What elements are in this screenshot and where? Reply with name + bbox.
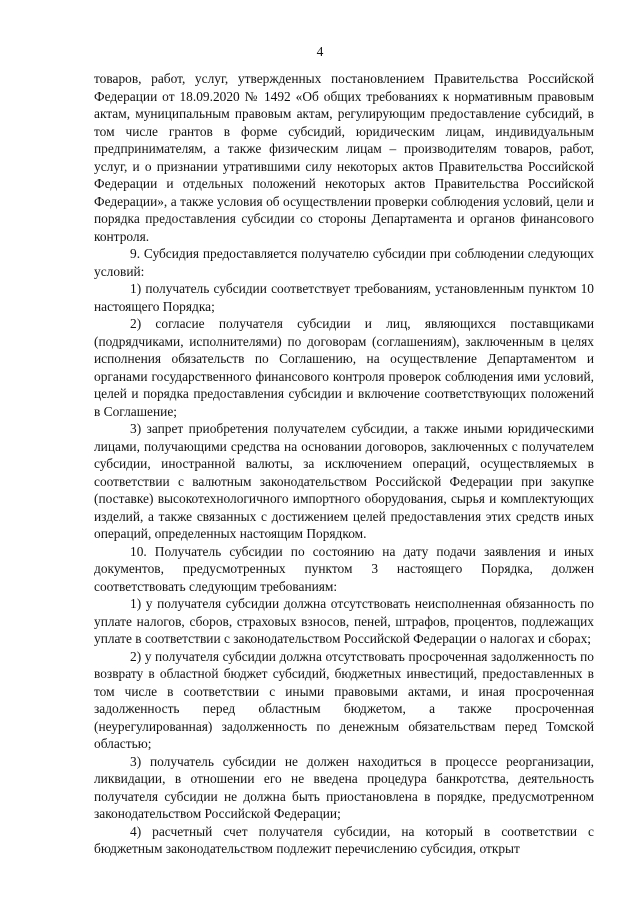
paragraph-item-10-4: 4) расчетный счет получателя субсидии, на который в соответствии с бюджетным законодательством подлежит перечислению субсидия, открыт [94, 823, 594, 856]
paragraph-item-10-3: 3) получатель субсидии не должен находиться в процессе реорганизации, ликвидации, в отношении его не введена процедура банкротства, деятельность получателя субсидии не должна быть приостановлена в порядке, предусмотренном законодательством Российской Федерации; [94, 753, 594, 821]
paragraph-item-10-1: 1) у получателя субсидии должна отсутствовать неисполненная обязанность по уплате налогов, сборов, страховых взносов, пеней, штрафов, процентов, подлежащих уплате в соответствии с законодательством Российской Федерации о налогах и сборах; [94, 596, 594, 646]
paragraph-item-9: 9. Субсидия предоставляется получателю субсидии при соблюдении следующих условий: [94, 246, 594, 279]
paragraph-item-10: 10. Получатель субсидии по состоянию на дату подачи заявления и иных документов, предусмотренных пунктом 3 настоящего Порядка, должен соответствовать следующим требованиям: [94, 543, 594, 594]
paragraph-item-9-2: 2) согласие получателя субсидии и лиц, являющихся поставщиками (подрядчиками, исполнителями) по договорам (соглашениям), заключенным в целях исполнения обязательств по Соглашению, на осуществление Департаментом и органами государственного финансового контроля проверок соблюдения ими условий, целей и порядка предоставления субсидии и включение соответствующих положений в Соглашение; [94, 316, 594, 419]
paragraph-item-9-3: 3) запрет приобретения получателем субсидии, а также иными юридическими лицами, получающими средства на основании договоров, заключенных с получателем субсидии, иностранной валюты, за исключением операций, осуществляемых в соответствии с валютным законодательством Российской Федерации при закупке (поставке) высокотехнологичного импортного оборудования, сырья и комплектующих изделий, а также связанных с достижением целей предоставления этих средств иных операций, определенных настоящим Порядком. [94, 421, 594, 541]
document-body [94, 70, 594, 858]
page-number: 4 [316, 44, 324, 59]
paragraph-item-9-1: 1) получатель субсидии соответствует требованиям, установленным пунктом 10 настоящего Порядка; [94, 281, 594, 314]
paragraph-item-10-2: 2) у получателя субсидии должна отсутствовать просроченная задолженность по возврату в областной бюджет субсидий, бюджетных инвестиций, предоставленных в том числе в соответствии с иными правовыми актами, и иная просроченная задолженность перед областным бюджетом, а также просроченная (неурегулированная) задолженность по денежным обязательствам перед Томской областью; [94, 648, 594, 751]
paragraph-continuation: товаров, работ, услуг, утвержденных постановлением Правительства Российской Федерации от 18.09.2020 № 1492 «Об общих требованиях к нормативным правовым актам, муниципальным правовым актам, регулирующим предоставление субсидий, в том числе грантов в форме субсидий, юридическим лицам, индивидуальным предпринимателям, а также физическим лицам – производителям товаров, работ, услуг, и о признании утратившими силу некоторых актов Правительства Российской Федерации и отдельных положений некоторых актов Правительства Российской Федерации», а также условия об осуществлении проверки соблюдения условий, цели и порядка предоставления субсидии со стороны Департамента и органов финансового контроля. [94, 71, 594, 244]
